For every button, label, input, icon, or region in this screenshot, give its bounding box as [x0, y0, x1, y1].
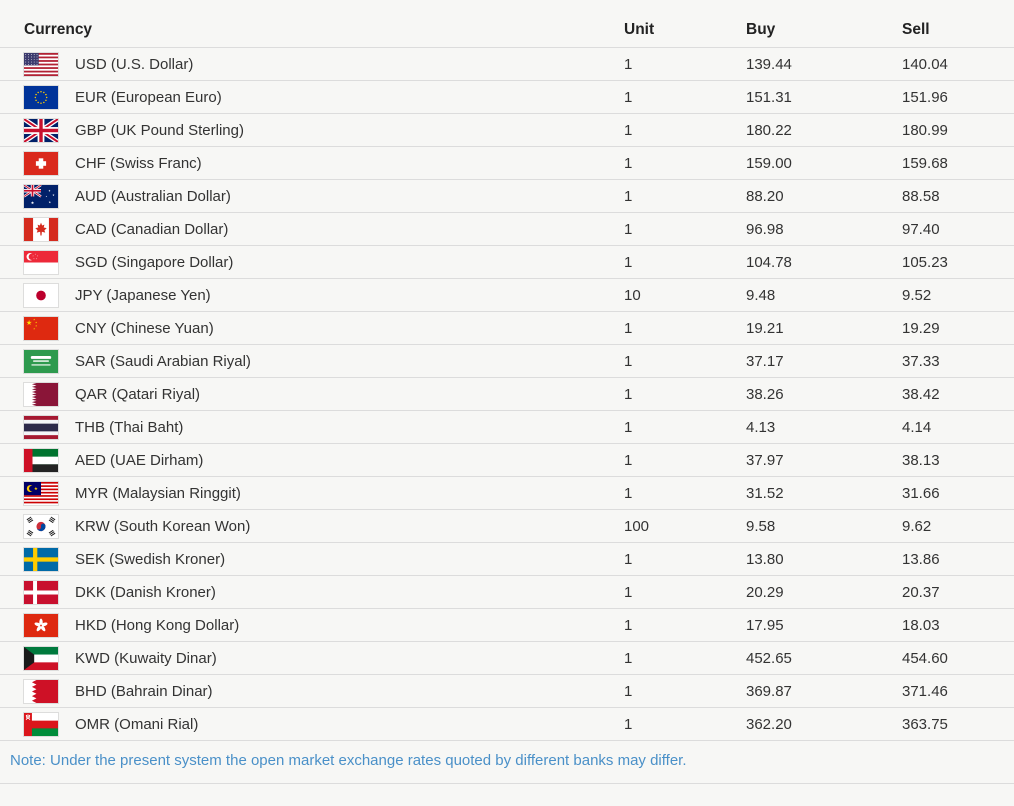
currency-row-jp	[0, 279, 1014, 312]
currency-name: USD (U.S. Dollar)	[75, 55, 194, 73]
currency-name: SEK (Swedish Kroner)	[75, 550, 226, 568]
sell-rate: 31.66	[902, 484, 940, 502]
currency-name: MYR (Malaysian Ringgit)	[75, 484, 241, 502]
currency-row-au	[0, 180, 1014, 213]
currency-row-cn	[0, 312, 1014, 345]
currency-row-ch	[0, 147, 1014, 180]
currency-row-om	[0, 708, 1014, 741]
sell-rate: 97.40	[902, 220, 940, 238]
currency-name: HKD (Hong Kong Dollar)	[75, 616, 240, 634]
unit-value: 1	[624, 451, 633, 469]
flag-dk-icon	[24, 581, 58, 604]
currency-row-sg	[0, 246, 1014, 279]
currency-name: THB (Thai Baht)	[75, 418, 184, 436]
unit-value: 1	[624, 121, 633, 139]
buy-rate: 9.58	[746, 517, 776, 535]
sell-rate: 4.14	[902, 418, 932, 436]
currency-name: OMR (Omani Rial)	[75, 715, 199, 733]
sell-rate: 18.03	[902, 616, 940, 634]
column-header-unit: Unit	[624, 20, 655, 38]
flag-eu-icon	[24, 86, 58, 109]
currency-name: KRW (South Korean Won)	[75, 517, 251, 535]
buy-rate: 151.31	[746, 88, 792, 106]
buy-rate: 9.48	[746, 286, 776, 304]
unit-value: 1	[624, 352, 633, 370]
sell-rate: 19.29	[902, 319, 940, 337]
sell-rate: 159.68	[902, 154, 948, 172]
buy-rate: 362.20	[746, 715, 792, 733]
unit-value: 1	[624, 253, 633, 271]
sell-rate: 88.58	[902, 187, 940, 205]
sell-rate: 38.13	[902, 451, 940, 469]
column-header-currency: Currency	[24, 20, 93, 38]
buy-rate: 96.98	[746, 220, 784, 238]
buy-rate: 4.13	[746, 418, 776, 436]
currency-row-my	[0, 477, 1014, 510]
currency-name: SAR (Saudi Arabian Riyal)	[75, 352, 251, 370]
unit-value: 1	[624, 583, 633, 601]
currency-name: JPY (Japanese Yen)	[75, 286, 211, 304]
sell-rate: 180.99	[902, 121, 948, 139]
sell-rate: 151.96	[902, 88, 948, 106]
unit-value: 10	[624, 286, 641, 304]
flag-ae-icon	[24, 449, 58, 472]
currency-name: CAD (Canadian Dollar)	[75, 220, 229, 238]
flag-bh-icon	[24, 680, 58, 703]
unit-value: 1	[624, 418, 633, 436]
currency-name: CHF (Swiss Franc)	[75, 154, 202, 172]
currency-name: AUD (Australian Dollar)	[75, 187, 231, 205]
currency-name: SGD (Singapore Dollar)	[75, 253, 234, 271]
currency-row-kw	[0, 642, 1014, 675]
currency-row-eu	[0, 81, 1014, 114]
buy-rate: 37.17	[746, 352, 784, 370]
sell-rate: 140.04	[902, 55, 948, 73]
unit-value: 1	[624, 550, 633, 568]
flag-om-icon	[24, 713, 58, 736]
currency-row-kr	[0, 510, 1014, 543]
exchange-rate-note: Note: Under the present system the open market exchange rates quoted by different banks may differ.	[0, 752, 1014, 784]
currency-row-dk	[0, 576, 1014, 609]
sell-rate: 9.52	[902, 286, 932, 304]
sell-rate: 38.42	[902, 385, 940, 403]
buy-rate: 17.95	[746, 616, 784, 634]
sell-rate: 13.86	[902, 550, 940, 568]
buy-rate: 38.26	[746, 385, 784, 403]
unit-value: 1	[624, 682, 633, 700]
sell-rate: 105.23	[902, 253, 948, 271]
flag-my-icon	[24, 482, 58, 505]
sell-rate: 371.46	[902, 682, 948, 700]
flag-sa-icon	[24, 350, 58, 373]
currency-row-us	[0, 48, 1014, 81]
flag-kr-icon	[24, 515, 58, 538]
currency-row-hk	[0, 609, 1014, 642]
buy-rate: 159.00	[746, 154, 792, 172]
flag-ch-icon	[24, 152, 58, 175]
currency-name: CNY (Chinese Yuan)	[75, 319, 214, 337]
column-header-buy: Buy	[746, 20, 776, 38]
table-header-row	[0, 12, 1014, 48]
currency-name: EUR (European Euro)	[75, 88, 222, 106]
buy-rate: 139.44	[746, 55, 792, 73]
flag-au-icon	[24, 185, 58, 208]
flag-gb-icon	[24, 119, 58, 142]
currency-row-gb	[0, 114, 1014, 147]
currency-name: QAR (Qatari Riyal)	[75, 385, 201, 403]
unit-value: 1	[624, 616, 633, 634]
currency-row-bh	[0, 675, 1014, 708]
sell-rate: 9.62	[902, 517, 932, 535]
sell-rate: 454.60	[902, 649, 948, 667]
currency-row-sa	[0, 345, 1014, 378]
buy-rate: 88.20	[746, 187, 784, 205]
currency-row-ae	[0, 444, 1014, 477]
currency-row-se	[0, 543, 1014, 576]
buy-rate: 452.65	[746, 649, 792, 667]
unit-value: 100	[624, 517, 650, 535]
unit-value: 1	[624, 319, 633, 337]
currency-row-ca	[0, 213, 1014, 246]
buy-rate: 369.87	[746, 682, 792, 700]
unit-value: 1	[624, 88, 633, 106]
flag-qa-icon	[24, 383, 58, 406]
buy-rate: 104.78	[746, 253, 792, 271]
flag-se-icon	[24, 548, 58, 571]
sell-rate: 37.33	[902, 352, 940, 370]
currency-name: BHD (Bahrain Dinar)	[75, 682, 213, 700]
column-header-sell: Sell	[902, 20, 930, 38]
flag-kw-icon	[24, 647, 58, 670]
unit-value: 1	[624, 715, 633, 733]
buy-rate: 20.29	[746, 583, 784, 601]
flag-us-icon	[24, 53, 58, 76]
flag-sg-icon	[24, 251, 58, 274]
buy-rate: 13.80	[746, 550, 784, 568]
currency-name: AED (UAE Dirham)	[75, 451, 204, 469]
unit-value: 1	[624, 649, 633, 667]
flag-ca-icon	[24, 218, 58, 241]
unit-value: 1	[624, 385, 633, 403]
buy-rate: 19.21	[746, 319, 784, 337]
currency-name: KWD (Kuwaity Dinar)	[75, 649, 217, 667]
unit-value: 1	[624, 484, 633, 502]
unit-value: 1	[624, 187, 633, 205]
flag-th-icon	[24, 416, 58, 439]
sell-rate: 363.75	[902, 715, 948, 733]
flag-jp-icon	[24, 284, 58, 307]
currency-row-qa	[0, 378, 1014, 411]
currency-row-th	[0, 411, 1014, 444]
buy-rate: 180.22	[746, 121, 792, 139]
buy-rate: 37.97	[746, 451, 784, 469]
buy-rate: 31.52	[746, 484, 784, 502]
unit-value: 1	[624, 154, 633, 172]
currency-name: DKK (Danish Kroner)	[75, 583, 216, 601]
flag-hk-icon	[24, 614, 58, 637]
flag-cn-icon	[24, 317, 58, 340]
unit-value: 1	[624, 55, 633, 73]
table-body	[0, 48, 1014, 741]
sell-rate: 20.37	[902, 583, 940, 601]
currency-name: GBP (UK Pound Sterling)	[75, 121, 244, 139]
unit-value: 1	[624, 220, 633, 238]
